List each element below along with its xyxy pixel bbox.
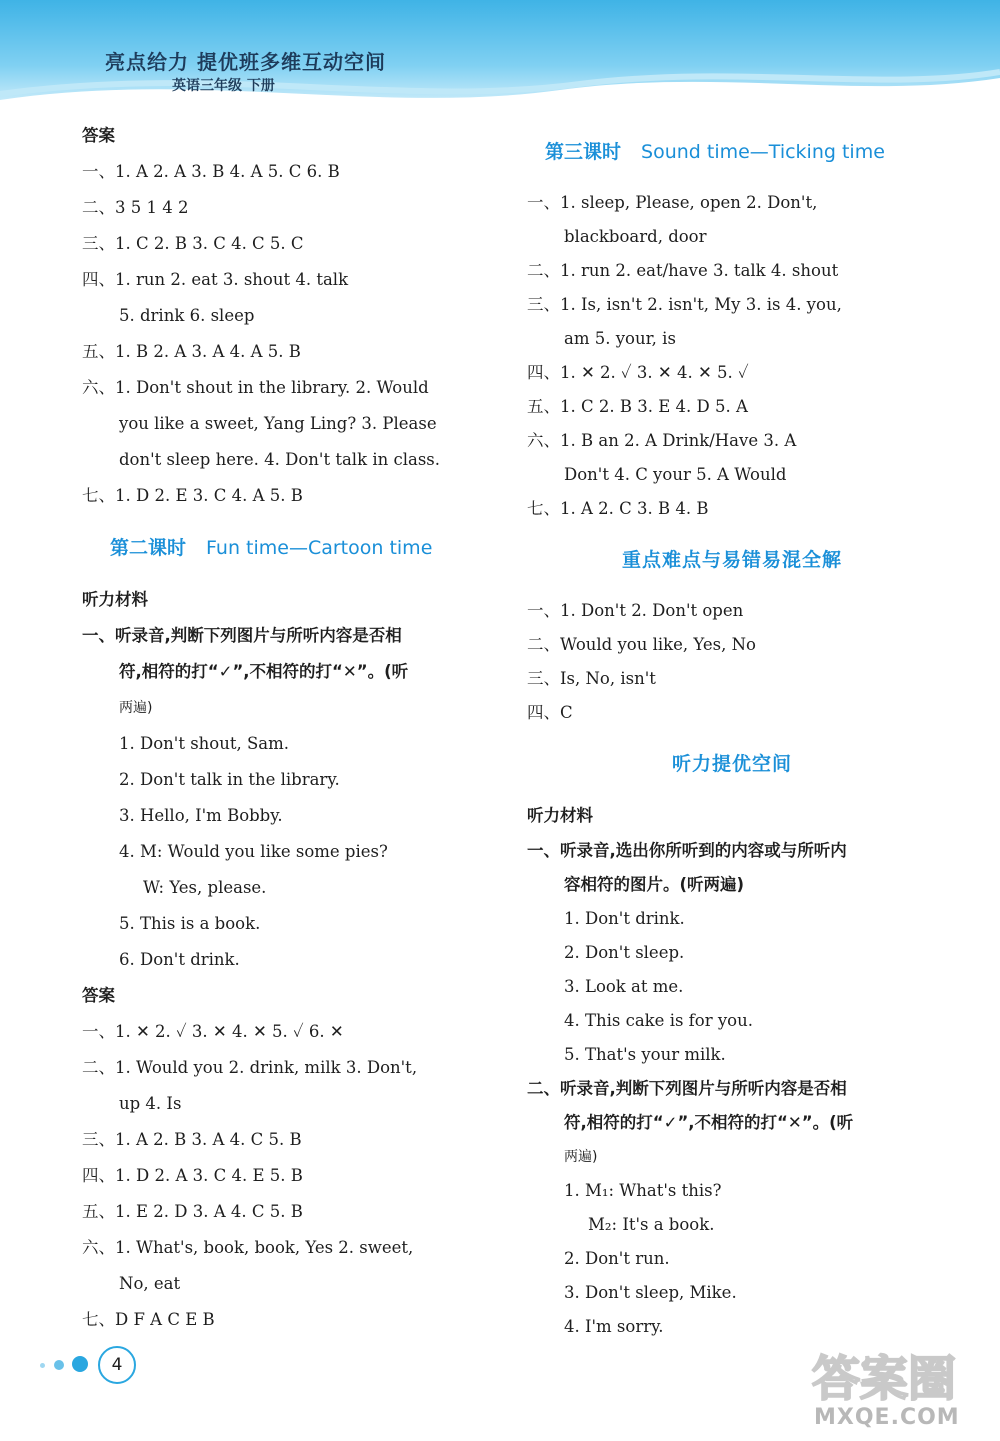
listening-instruction: 两遍) [119, 700, 153, 716]
answer-line: No, eat [119, 1274, 181, 1293]
listening-item: 4. M: Would you like some pies? [119, 842, 388, 861]
answer-line: 七、1. A 2. C 3. B 4. B [527, 499, 709, 518]
answer-line: 六、1. Don't shout in the library. 2. Would [82, 378, 429, 397]
listening-material-label: 听力材料 [82, 590, 148, 609]
answer-line: 三、1. A 2. B 3. A 4. C 5. B [82, 1130, 302, 1149]
listening-item: 2. Don't sleep. [564, 943, 685, 962]
section-title-en: Fun time—Cartoon time [206, 537, 433, 559]
book-subtitle: 英语三年级 下册 [172, 78, 275, 94]
answer-line: am 5. your, is [564, 329, 676, 348]
listening-instruction: 一、听录音,判断下列图片与所听内容是否相 [82, 626, 402, 645]
page-number: 4 [98, 1346, 136, 1384]
listening-item: 1. M₁: What's this? [564, 1181, 722, 1200]
section-title-cn: 第三课时 [545, 141, 622, 163]
answer-line: 七、D F A C E B [82, 1310, 215, 1329]
listening-reply: M₂: It's a book. [588, 1215, 715, 1234]
listening-item: 3. Don't sleep, Mike. [564, 1283, 737, 1302]
listening-material-label: 听力材料 [527, 806, 593, 825]
watermark-logo: 答案圈 [812, 1351, 957, 1407]
answer-line: 五、1. E 2. D 3. A 4. C 5. B [82, 1202, 303, 1221]
section-title-lesson3 [527, 132, 937, 172]
answer-line: 二、1. run 2. eat/have 3. talk 4. shout [527, 261, 839, 280]
answer-line: 一、1. sleep, Please, open 2. Don't, [527, 193, 818, 212]
answer-line: 六、1. What's, book, book, Yes 2. sweet, [82, 1238, 414, 1257]
listening-item: 1. Don't shout, Sam. [119, 734, 289, 753]
section-title-en: Sound time—Ticking time [641, 141, 885, 163]
section-title-cn: 第二课时 [110, 537, 187, 559]
listening-item: 4. I'm sorry. [564, 1317, 664, 1336]
answer-line: 六、1. B an 2. A Drink/Have 3. A [527, 431, 797, 450]
answers-label: 答案 [82, 126, 115, 145]
decorative-dot [40, 1363, 45, 1368]
answer-line: 一、1. A 2. A 3. B 4. A 5. C 6. B [82, 162, 340, 181]
listening-item: 1. Don't drink. [564, 909, 685, 928]
answer-line: 三、1. C 2. B 3. C 4. C 5. C [82, 234, 304, 253]
answer-line: 二、1. Would you 2. drink, milk 3. Don't, [82, 1058, 418, 1077]
section-title-key-points: 重点难点与易错易混全解 [621, 549, 842, 571]
answer-line: 四、C [527, 703, 573, 722]
watermark-url: MXQE.COM [814, 1405, 960, 1430]
listening-instruction: 容相符的图片。(听两遍) [564, 875, 745, 894]
listening-reply: W: Yes, please. [143, 878, 267, 897]
section-title-listening: 听力提优空间 [671, 753, 792, 775]
listening-instruction: 符,相符的打“✓”,不相符的打“✕”。(听 [564, 1113, 854, 1132]
listening-item: 5. This is a book. [119, 914, 261, 933]
answer-line: 三、Is, No, isn't [527, 669, 656, 688]
listening-item: 4. This cake is for you. [564, 1011, 753, 1030]
answer-line: 四、1. ✕ 2. ✓ 3. ✕ 4. ✕ 5. ✓ [527, 363, 749, 382]
decorative-dot [54, 1360, 64, 1370]
left-column [82, 118, 492, 1338]
answer-line: 四、1. run 2. eat 3. shout 4. talk [82, 270, 349, 289]
answer-line: 一、1. Don't 2. Don't open [527, 601, 744, 620]
listening-item: 3. Look at me. [564, 977, 684, 996]
answer-line: 四、1. D 2. A 3. C 4. E 5. B [82, 1166, 303, 1185]
answer-line: 一、1. ✕ 2. ✓ 3. ✕ 4. ✕ 5. ✓ 6. ✕ [82, 1022, 344, 1041]
answer-line: 5. drink 6. sleep [119, 306, 255, 325]
listening-item: 5. That's your milk. [564, 1045, 726, 1064]
answer-line: don't sleep here. 4. Don't talk in class. [119, 450, 441, 469]
answer-line: 二、3 5 1 4 2 [82, 198, 189, 217]
answer-line: 七、1. D 2. E 3. C 4. A 5. B [82, 486, 303, 505]
answer-line: 二、Would you like, Yes, No [527, 635, 756, 654]
listening-item: 6. Don't drink. [119, 950, 240, 969]
section-title-lesson2 [82, 528, 492, 568]
answer-line: up 4. Is [119, 1094, 182, 1113]
listening-instruction: 二、听录音,判断下列图片与所听内容是否相 [527, 1079, 847, 1098]
right-column [527, 118, 937, 1344]
listening-item: 2. Don't run. [564, 1249, 670, 1268]
decorative-dot [72, 1356, 88, 1372]
book-title: 亮点给力 提优班多维互动空间 [105, 50, 386, 74]
listening-instruction: 一、听录音,选出你所听到的内容或与所听内 [527, 841, 847, 860]
answer-line: 三、1. Is, isn't 2. isn't, My 3. is 4. you, [527, 295, 842, 314]
listening-instruction: 符,相符的打“✓”,不相符的打“✕”。(听 [119, 662, 409, 681]
answer-line: blackboard, door [564, 227, 707, 246]
answer-line: 五、1. B 2. A 3. A 4. A 5. B [82, 342, 301, 361]
listening-item: 3. Hello, I'm Bobby. [119, 806, 283, 825]
answer-line: Don't 4. C your 5. A Would [564, 465, 787, 484]
answer-line: 五、1. C 2. B 3. E 4. D 5. A [527, 397, 748, 416]
answers-label: 答案 [82, 986, 115, 1005]
listening-item: 2. Don't talk in the library. [119, 770, 340, 789]
listening-instruction: 两遍) [564, 1149, 598, 1165]
answer-line: you like a sweet, Yang Ling? 3. Please [119, 414, 437, 433]
